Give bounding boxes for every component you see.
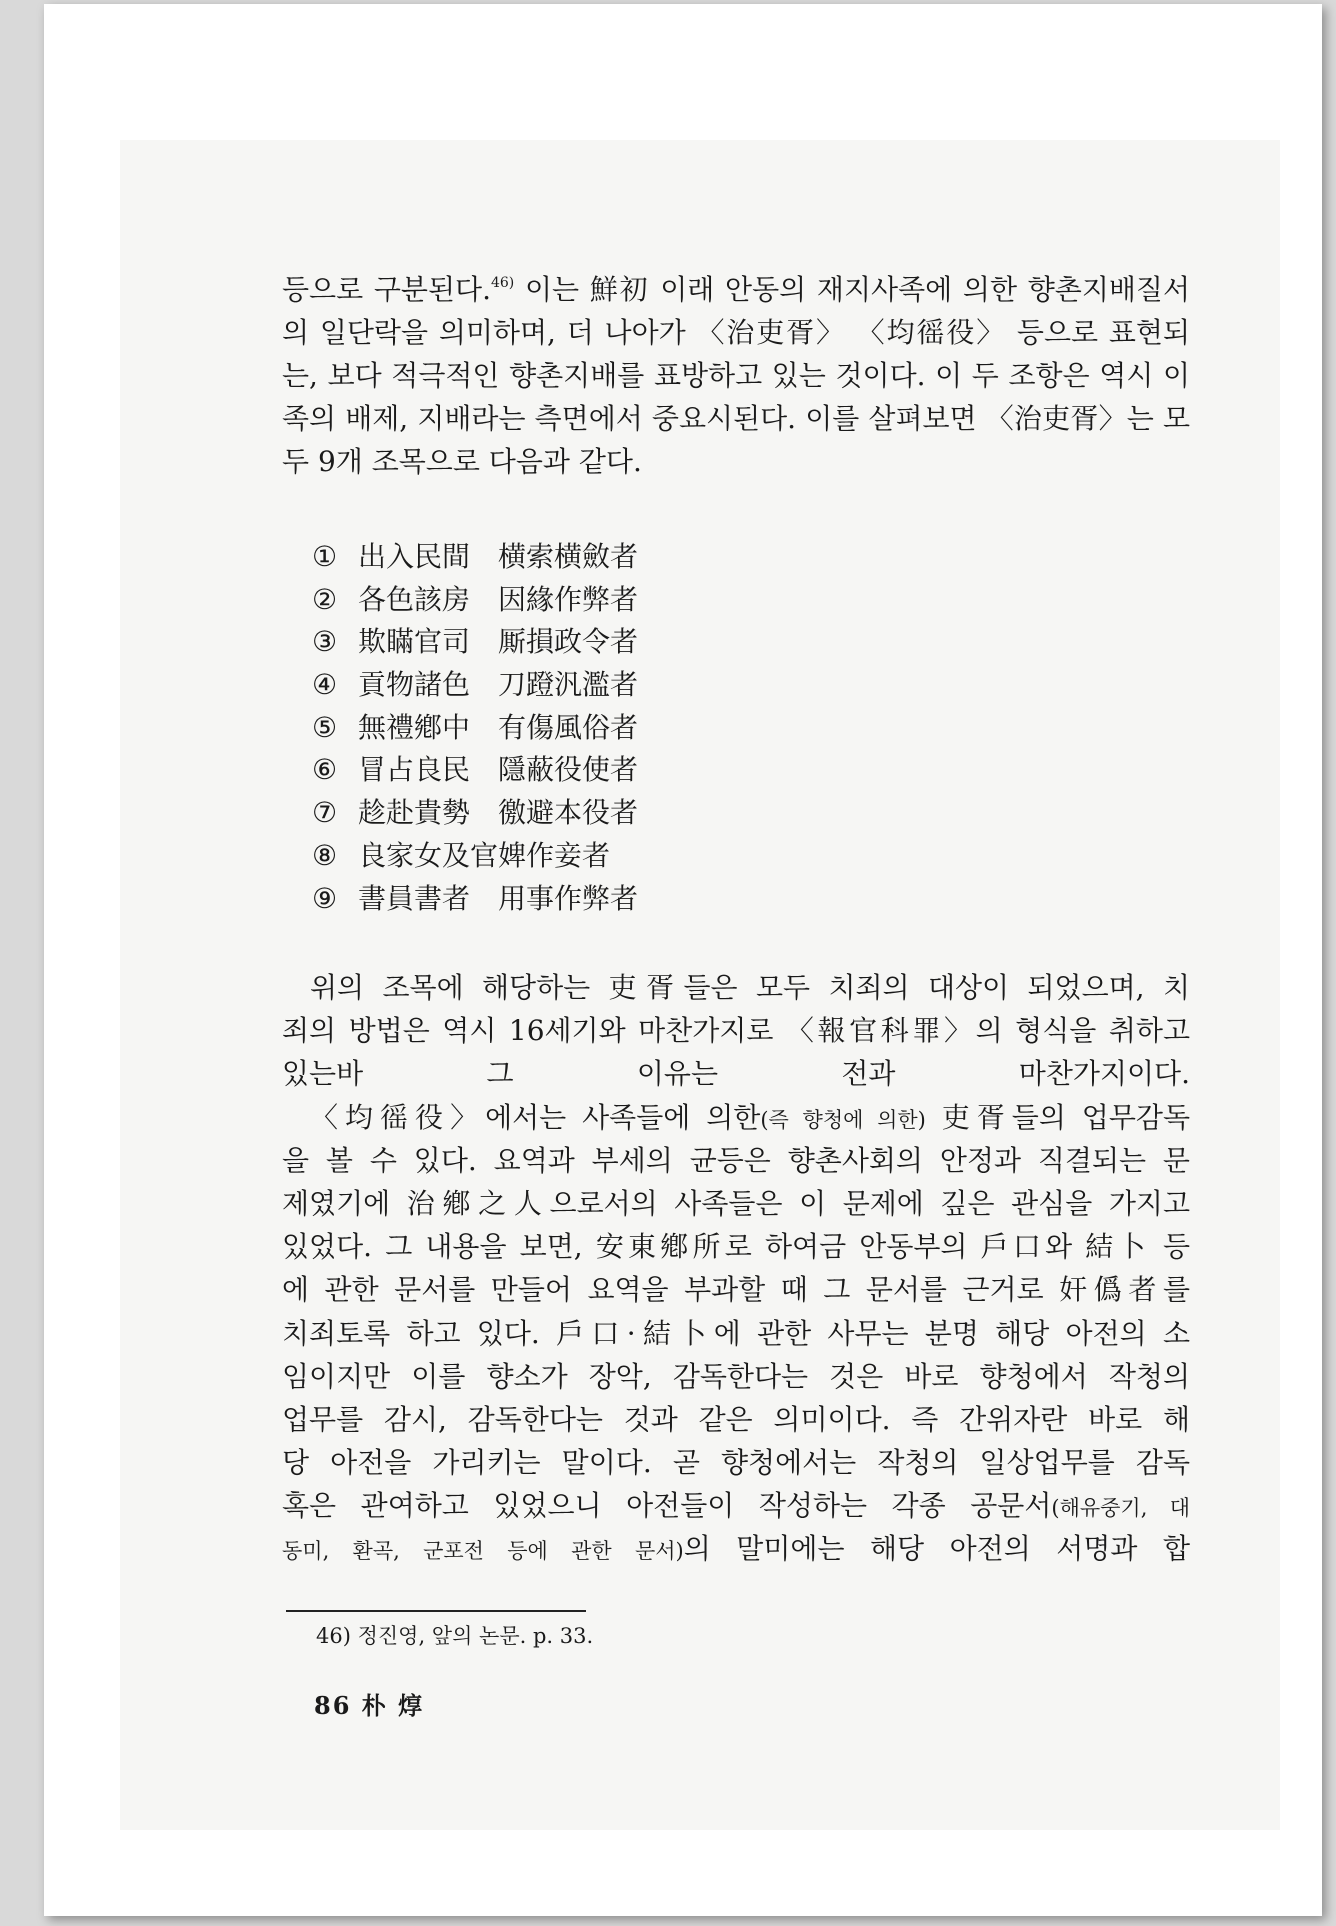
list-phrase-a: 貢物諸色 (358, 668, 471, 702)
text-line (282, 1096, 1190, 1139)
text-fragment-small: (해유중기, 대 (1051, 1496, 1190, 1521)
list-phrase-b: 徼避本役者 (498, 796, 639, 830)
list-phrase-b: 刀蹬汎濫者 (498, 668, 639, 702)
list-item (312, 835, 638, 878)
list-number: ② (312, 582, 338, 616)
text-line: 을 볼 수 있다. 요역과 부세의 균등은 향촌사회의 안정과 직결되는 문 (282, 1143, 1190, 1177)
list-number: ⑥ (312, 753, 338, 787)
text-line: 위의 조목에 해당하는 吏胥들은 모두 치죄의 대상이 되었으며, 치 (310, 971, 1190, 1004)
list-phrase-a: 趁赴貴勢 (358, 796, 471, 830)
list-phrase-a: 出入民間 (358, 540, 471, 573)
paragraph-1 (282, 262, 1190, 483)
list-phrase-a: 無禮鄕中 (358, 710, 471, 744)
text-line (282, 1527, 1190, 1570)
text-line (282, 1484, 1190, 1527)
text-fragment: 〈均徭役〉에서는 사족들에 의한 (310, 1100, 761, 1134)
paragraph-1-rest: 이는 鮮初 이래 안동의 재지사족에 의한 향촌지배질서의 일단락을 의미하며, 더 나아가 〈治吏胥〉 〈均徭役〉 등으로 표현되는, 보다 적극적인 향촌지배를 표방하고 있는 것이다. 이 두 조항은 역시 이족의 배제, 지배라는 측면에서 중요시된다. 이를 살펴보면 〈治吏胥〉는 모두 9개 조목으로 다음과 같다. (282, 273, 1191, 478)
list-item (312, 664, 638, 707)
text-fragment-small: 동미, 환곡, 군포전 등에 관한 문서) (282, 1539, 684, 1564)
paragraphs-2-3 (282, 966, 1190, 1571)
list-number: ⑤ (312, 710, 338, 744)
list-number: ③ (312, 625, 338, 659)
list-item (312, 878, 638, 921)
text-line: 제였기에 治鄕之人으로서의 사족들은 이 문제에 깊은 관심을 가지고 (282, 1186, 1190, 1220)
list-number: ① (312, 540, 338, 573)
text-line: 있었다. 그 내용을 보면, 安東鄕所로 하여금 안동부의 戶口와 結卜 등 (282, 1230, 1190, 1264)
list-phrase-b: 有傷風俗者 (498, 710, 639, 744)
text-line: 치죄토록 하고 있다. 戶口·結卜에 관한 사무는 분명 해당 아전의 소 (282, 1316, 1190, 1350)
text-line: 죄의 방법은 역시 16세기와 마찬가지로 〈報官科罪〉의 형식을 취하고 (282, 1014, 1190, 1048)
text-line: 에 관한 문서를 만들어 요역을 부과할 때 그 문서를 근거로 奸僞者를 (282, 1273, 1190, 1307)
text-fragment: 혹은 관여하고 있었으니 아전들이 작성하는 각종 공문서 (282, 1489, 1052, 1523)
list-phrase-b: 厮損政令者 (498, 625, 639, 659)
text-line: 임이지만 이를 향소가 장악, 감독한다는 것은 바로 향청에서 작청의 (282, 1359, 1190, 1393)
paragraph-1-start: 등으로 구분된다. (282, 273, 491, 306)
text-line: 업무를 감시, 감독한다는 것과 같은 의미이다. 즉 간위자란 바로 해 (282, 1402, 1190, 1436)
page-folio: 86 朴 焞 (314, 1691, 425, 1720)
list-item (312, 707, 638, 750)
text-line: 있는바 그 이유는 전과 마찬가지이다. (282, 1057, 1190, 1091)
list-number: ④ (312, 668, 338, 702)
text-fragment: 의 말미에는 해당 아전의 서명과 합 (683, 1532, 1190, 1566)
list-phrase-b: 用事作弊者 (498, 881, 639, 915)
list-number: ⑨ (312, 881, 338, 915)
list-number: ⑦ (312, 796, 338, 830)
list-phrase-a: 書員書者 (358, 881, 471, 915)
list-item (312, 536, 638, 579)
list-phrase-a: 各色該房 (358, 582, 471, 616)
list-number: ⑧ (312, 838, 338, 872)
text-fragment-small: (즉 향청에 의한) (760, 1107, 926, 1132)
article-list (312, 536, 638, 920)
list-item (312, 579, 638, 622)
list-item (312, 749, 638, 792)
list-phrase-a: 欺瞞官司 (358, 625, 471, 659)
list-phrase-b: 因緣作弊者 (498, 582, 639, 616)
footnote-ref-46: 46) (490, 275, 515, 291)
list-phrase-a: 冒占良民 (358, 753, 471, 787)
list-phrase-a: 良家女及官婢作妾者 (358, 838, 611, 872)
footnote-rule (286, 1610, 586, 1612)
list-item (312, 621, 638, 664)
footnote-46: 46) 정진영, 앞의 논문. p. 33. (316, 1624, 594, 1648)
list-phrase-b: 横索横斂者 (498, 540, 639, 573)
text-fragment: 吏胥들의 업무감독 (925, 1100, 1190, 1134)
text-line: 당 아전을 가리키는 말이다. 곧 향청에서는 작청의 일상업무를 감독 (282, 1446, 1190, 1480)
list-item (312, 792, 638, 835)
list-phrase-b: 隱蔽役使者 (498, 753, 639, 787)
